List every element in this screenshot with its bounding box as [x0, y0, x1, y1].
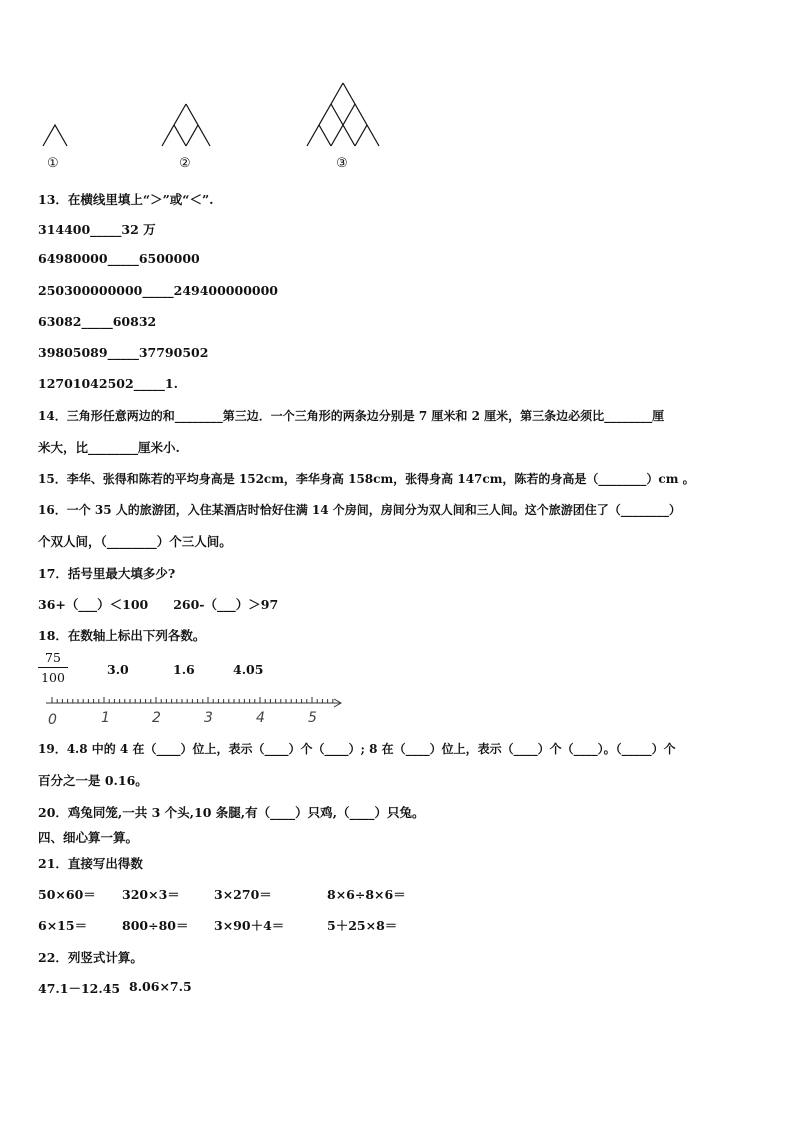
q21-r1-c1: 50×60＝	[38, 887, 96, 902]
triangle-figures-svg	[0, 70, 794, 180]
axis-label-1: 1	[101, 710, 110, 726]
q13-title: 13．在横线里填上“＞”或“＜”.	[38, 192, 214, 207]
figure-3-shape	[307, 83, 379, 146]
q18-number-2: 1.6	[173, 662, 195, 677]
q13-row-5: 39805089_____37790502	[38, 345, 209, 360]
q21-r1-c3: 3×270＝	[214, 887, 272, 902]
q22-title: 22．列竖式计算。	[38, 950, 143, 965]
q15-text: 15．李华、张得和陈若的平均身高是 152cm，李华身高 158cm，张得身高 147cm，陈若的身高是（________）cm 。	[38, 472, 695, 486]
q17-body: 36+（___）＜100 260-（___）＞97	[38, 597, 279, 612]
q22-item-2: 8.06×7.5	[129, 979, 192, 994]
q18-fraction-bar	[38, 667, 68, 668]
q18-title: 18．在数轴上标出下列各数。	[38, 628, 206, 643]
q14-line-2: 米大，比________厘米小.	[38, 440, 180, 455]
axis-label-5: 5	[308, 710, 317, 726]
q19-line-1: 19．4.8 中的 4 在（____）位上，表示（____）个（____）; 8 在（____）位上，表示（____）个（____）。（_____）个	[38, 742, 676, 756]
q16-line-1: 16．一个 35 人的旅游团，入住某酒店时恰好住满 14 个房间，房间分为双人间和三人间。这个旅游团住了（________）	[38, 503, 681, 517]
axis-label-0: 0	[48, 712, 57, 728]
q20-text: 20．鸡兔同笼,一共 3 个头,10 条腿,有（____）只鸡,（____）只兔。	[38, 805, 425, 820]
number-line-ticks	[52, 697, 333, 703]
q16-line-2: 个双人间，（________）个三人间。	[38, 534, 232, 549]
triangle-figures	[0, 70, 794, 180]
q18-number-3: 4.05	[233, 662, 264, 677]
axis-label-4: 4	[256, 710, 265, 726]
figure-1-label: ①	[47, 156, 59, 171]
q21-r2-c1: 6×15＝	[38, 918, 88, 933]
axis-label-3: 3	[204, 710, 213, 726]
q21-title: 21．直接写出得数	[38, 856, 143, 871]
q21-r2-c2: 800÷80＝	[122, 918, 189, 933]
figure-1-shape	[43, 125, 67, 146]
q13-row-6: 12701042502_____1.	[38, 376, 178, 391]
q18-fraction-denominator: 100	[41, 670, 65, 685]
q18-fraction-numerator: 75	[45, 650, 61, 665]
q14-line-1: 14．三角形任意两边的和________第三边．一个三角形的两条边分别是 7 厘米和 2 厘米，第三条边必须比________厘	[38, 409, 665, 423]
q19-line-2: 百分之一是 0.16。	[38, 773, 148, 788]
q13-row-4: 63082_____60832	[38, 314, 157, 329]
section-4-heading: 四、细心算一算。	[38, 830, 139, 845]
number-line	[38, 692, 358, 728]
q17-title: 17．括号里最大填多少?	[38, 566, 176, 581]
q18-fraction	[38, 650, 68, 685]
figure-2-label: ②	[179, 156, 191, 171]
figure-3-label: ③	[336, 156, 348, 171]
q13-row-3: 250300000000_____249400000000	[38, 283, 278, 298]
q21-r1-c2: 320×3＝	[122, 887, 180, 902]
q21-r1-c4: 8×6÷8×6＝	[327, 887, 406, 902]
q22-item-1: 47.1－12.45	[38, 981, 121, 996]
q18-number-1: 3.0	[107, 662, 129, 677]
axis-label-2: 2	[152, 710, 161, 726]
q21-r2-c4: 5＋25×8＝	[327, 918, 398, 933]
q13-row-1: 314400_____32 万	[38, 222, 156, 237]
q13-row-2: 64980000_____6500000	[38, 251, 200, 266]
figure-2-shape	[162, 104, 210, 146]
q21-r2-c3: 3×90＋4＝	[214, 918, 285, 933]
